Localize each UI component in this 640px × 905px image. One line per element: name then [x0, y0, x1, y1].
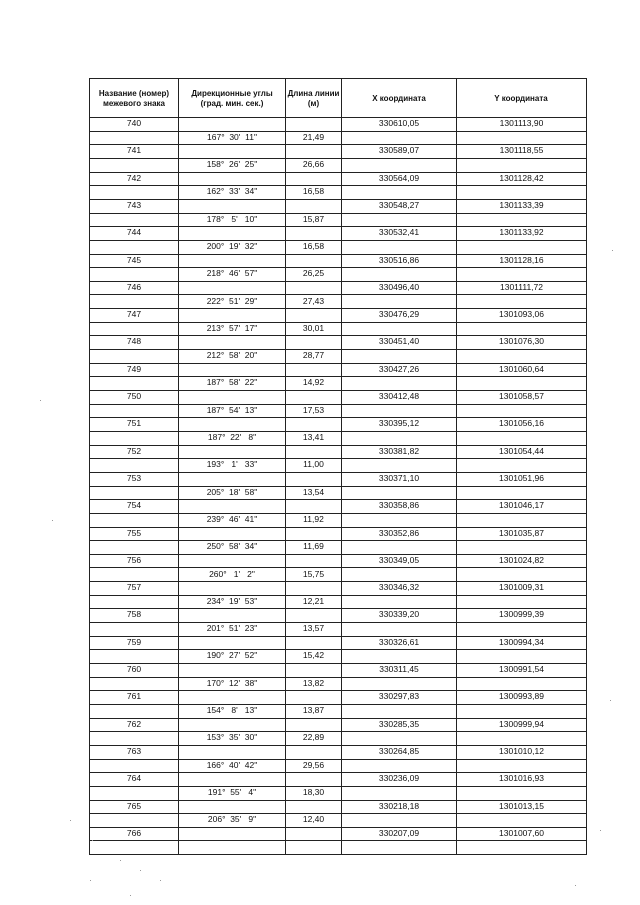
scan-speckle — [610, 700, 611, 701]
table-row-border — [89, 854, 587, 855]
table-column-border — [456, 78, 457, 854]
point-name: 747 — [126, 309, 142, 320]
point-name: 757 — [126, 582, 142, 593]
line-length: 27,43 — [302, 295, 325, 306]
x-coordinate: 330218,18 — [378, 800, 420, 811]
point-name: 760 — [126, 664, 142, 674]
direction-angle: 190° 27' 52" — [206, 650, 258, 661]
y-coordinate: 1300994,34 — [499, 636, 544, 647]
point-name: 763 — [126, 745, 142, 756]
direction-angle: 218° 46' 57" — [206, 268, 258, 279]
y-coordinate: 1301046,17 — [499, 500, 544, 511]
x-coordinate: 330412,48 — [378, 391, 420, 401]
x-coordinate: 330532,41 — [378, 227, 420, 238]
line-length: 14,92 — [302, 377, 325, 388]
y-coordinate: 1301076,30 — [499, 336, 544, 347]
direction-angle: 191° 55' 4" — [207, 786, 257, 797]
direction-angle: 213° 57' 17" — [206, 322, 258, 333]
scan-speckle — [120, 860, 121, 861]
y-coordinate: 1301128,42 — [499, 172, 544, 183]
point-name: 744 — [126, 227, 142, 238]
point-name: 745 — [126, 254, 142, 265]
direction-angle: 193° 1' 33" — [206, 459, 258, 470]
line-length: 30,01 — [302, 322, 325, 333]
y-coordinate: 1301013,15 — [499, 800, 544, 811]
y-coordinate: 1301093,06 — [499, 309, 544, 320]
x-coordinate: 330349,05 — [378, 554, 420, 565]
line-length: 13,54 — [302, 486, 325, 497]
point-name: 753 — [126, 472, 142, 483]
scan-speckle — [575, 885, 576, 886]
point-name: 755 — [126, 527, 142, 538]
point-name: 764 — [126, 773, 142, 784]
direction-angle: 187° 54' 13" — [206, 404, 258, 415]
scan-speckle — [160, 880, 161, 881]
scan-speckle — [140, 870, 141, 871]
direction-angle: 167° 30' 11" — [207, 131, 257, 142]
header-length: Длина линии (м) — [287, 89, 340, 108]
direction-angle: 170° 12' 38" — [206, 677, 258, 688]
header-x-coordinate: X координата — [372, 94, 426, 103]
y-coordinate: 1301007,60 — [499, 827, 544, 838]
point-name: 761 — [126, 691, 142, 702]
point-name: 758 — [126, 609, 142, 620]
direction-angle: 250° 58' 34" — [206, 541, 258, 552]
scan-speckle — [92, 840, 93, 841]
direction-angle: 158° 26' 25" — [206, 158, 258, 169]
point-name: 754 — [126, 500, 142, 511]
y-coordinate: 1301058,57 — [499, 391, 544, 401]
line-length: 15,75 — [302, 568, 325, 579]
point-name: 742 — [126, 172, 142, 183]
y-coordinate: 1301060,64 — [499, 363, 544, 374]
x-coordinate: 330451,40 — [378, 336, 420, 347]
line-length: 13,57 — [302, 623, 325, 633]
line-length: 29,56 — [302, 759, 325, 770]
x-coordinate: 330610,05 — [378, 118, 420, 128]
line-length: 13,87 — [302, 705, 325, 715]
x-coordinate: 330564,09 — [378, 172, 420, 183]
y-coordinate: 1301111,72 — [499, 281, 543, 292]
direction-angle: 200° 19' 32" — [206, 240, 258, 251]
line-length: 12,21 — [302, 595, 325, 606]
direction-angle: 260° 1' 2" — [209, 568, 255, 579]
x-coordinate: 330236,09 — [378, 773, 420, 784]
point-name: 750 — [126, 391, 142, 401]
x-coordinate: 330311,45 — [379, 664, 419, 674]
direction-angle: 178° 5' 10" — [206, 213, 258, 224]
x-coordinate: 330371,10 — [378, 472, 420, 483]
line-length: 11,00 — [303, 459, 324, 470]
x-coordinate: 330548,27 — [378, 199, 420, 210]
direction-angle: 222° 51' 29" — [206, 295, 258, 306]
x-coordinate: 330516,86 — [378, 254, 420, 265]
direction-angle: 239° 46' 41" — [206, 513, 258, 524]
y-coordinate: 1301056,16 — [499, 418, 544, 429]
header-y-coordinate: Y координата — [494, 94, 548, 103]
y-coordinate: 1301054,44 — [499, 445, 544, 456]
y-coordinate: 1301133,92 — [499, 227, 544, 238]
point-name: 759 — [126, 636, 142, 647]
direction-angle: 187° 22' 8" — [207, 431, 257, 442]
direction-angle: 212° 58' 20" — [206, 350, 258, 361]
x-coordinate: 330358,86 — [378, 500, 420, 511]
line-length: 16,58 — [302, 186, 325, 197]
point-name: 749 — [126, 363, 142, 374]
scan-speckle — [90, 880, 91, 881]
y-coordinate: 1301118,55 — [499, 145, 544, 156]
x-coordinate: 330297,83 — [378, 691, 420, 702]
line-length: 21,49 — [302, 131, 325, 142]
x-coordinate: 330326,61 — [378, 636, 420, 647]
y-coordinate: 1301113,90 — [499, 118, 544, 128]
x-coordinate: 330285,35 — [378, 718, 420, 729]
y-coordinate: 1300999,94 — [499, 718, 544, 729]
line-length: 11,69 — [303, 541, 324, 552]
y-coordinate: 1300999,39 — [499, 609, 544, 620]
point-name: 765 — [126, 800, 142, 811]
direction-angle: 166° 40' 42" — [206, 759, 258, 770]
line-length: 17,53 — [302, 404, 325, 415]
direction-angle: 234° 19' 53" — [206, 595, 258, 606]
line-length: 12,40 — [302, 814, 325, 825]
direction-angle: 162° 33' 34" — [206, 186, 258, 197]
direction-angle: 206° 35' 9" — [207, 814, 257, 825]
table-column-border — [341, 78, 342, 854]
point-name: 741 — [126, 145, 142, 156]
x-coordinate: 330395,12 — [378, 418, 420, 429]
scan-speckle — [70, 820, 71, 821]
direction-angle: 153° 35' 30" — [206, 732, 258, 743]
y-coordinate: 1300993,89 — [499, 691, 544, 702]
x-coordinate: 330589,07 — [378, 145, 420, 156]
header-name: Название (номер) межевого знака — [98, 89, 170, 108]
header-angle: Дирекционные углы (град. мин. сек.) — [191, 89, 273, 108]
line-length: 11,92 — [303, 513, 324, 524]
point-name: 746 — [126, 281, 142, 292]
x-coordinate: 330496,40 — [378, 281, 420, 292]
x-coordinate: 330339,20 — [378, 609, 420, 620]
line-length: 18,30 — [302, 786, 325, 797]
scan-speckle — [600, 830, 601, 831]
line-length: 22,89 — [302, 732, 325, 743]
direction-angle: 154° 8' 13" — [206, 705, 258, 715]
direction-angle: 205° 18' 58" — [206, 486, 258, 497]
line-length: 26,25 — [302, 268, 325, 279]
scan-speckle — [612, 250, 613, 251]
x-coordinate: 330381,82 — [378, 445, 420, 456]
table-column-border — [89, 78, 90, 854]
line-length: 13,41 — [302, 431, 325, 442]
table-top-border — [89, 78, 587, 79]
x-coordinate: 330346,32 — [378, 582, 420, 593]
line-length: 13,82 — [302, 677, 325, 688]
point-name: 743 — [126, 199, 142, 210]
point-name: 762 — [126, 718, 142, 729]
line-length: 28,77 — [302, 350, 325, 361]
line-length: 16,58 — [302, 240, 325, 251]
x-coordinate: 330476,29 — [378, 309, 420, 320]
x-coordinate: 330427,26 — [378, 363, 420, 374]
direction-angle: 187° 58' 22" — [206, 377, 258, 388]
line-length: 26,66 — [302, 158, 325, 169]
point-name: 752 — [126, 445, 142, 456]
y-coordinate: 1301016,93 — [499, 773, 544, 784]
x-coordinate: 330207,09 — [378, 827, 420, 838]
table-column-border — [586, 78, 587, 854]
x-coordinate: 330264,85 — [378, 745, 420, 756]
y-coordinate: 1301051,96 — [499, 472, 544, 483]
y-coordinate: 1301035,87 — [499, 527, 544, 538]
y-coordinate: 1301128,16 — [499, 254, 544, 265]
point-name: 766 — [126, 827, 142, 838]
line-length: 15,42 — [302, 650, 325, 661]
y-coordinate: 1300991,54 — [499, 664, 544, 674]
scan-speckle — [130, 895, 131, 896]
table-row-border — [89, 840, 587, 841]
y-coordinate: 1301009,31 — [499, 582, 544, 593]
scan-speckle — [40, 400, 41, 401]
point-name: 748 — [126, 336, 142, 347]
point-name: 740 — [126, 118, 142, 128]
y-coordinate: 1301133,39 — [499, 199, 544, 210]
line-length: 15,87 — [302, 213, 325, 224]
point-name: 756 — [126, 554, 142, 565]
direction-angle: 201° 51' 23" — [206, 623, 258, 633]
scan-speckle — [52, 520, 53, 521]
y-coordinate: 1301010,12 — [499, 745, 544, 756]
x-coordinate: 330352,86 — [378, 527, 420, 538]
point-name: 751 — [126, 418, 142, 429]
y-coordinate: 1301024,82 — [499, 554, 544, 565]
